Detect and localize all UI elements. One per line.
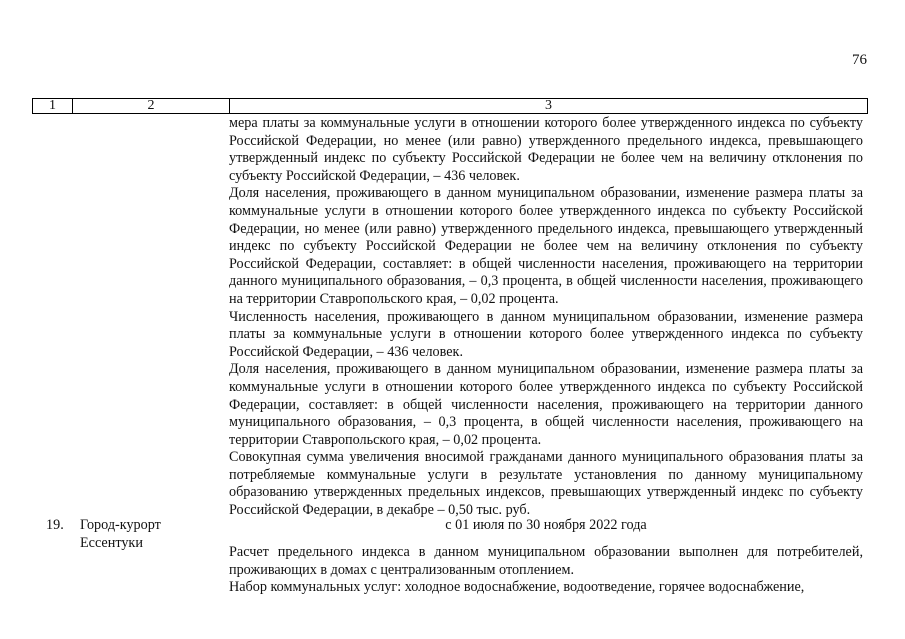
column-header-1: 1 <box>33 99 73 113</box>
column-header-3: 3 <box>545 98 552 113</box>
row-19-text <box>229 544 863 597</box>
row-number: 19. <box>46 517 64 533</box>
paragraph-2: Доля населения, проживающего в данном муниципальном образовании, изменение размера платы за коммунальные услуги в отношении которого более утвержденного индекса по субъекту Российской Федерации, но менее (или равно) утвержденного предельного индекса, превышающего утвержденный индекс по субъекту Российской Федерации не более чем на величину отклонения по субъекту Российской Федерации, составляет: в общей численности населения, проживающего на территории данного муниципального образования, – 0,3 процента, в общей численности населения, проживающего на территории Ставропольского края, – 0,02 процента. <box>229 185 863 307</box>
continued-row-text <box>229 115 863 520</box>
municipality-name: Город-курорт Ессентуки <box>80 517 161 551</box>
period-heading: с 01 июля по 30 ноября 2022 года <box>445 517 647 533</box>
page-number: 76 <box>852 52 867 68</box>
paragraph-5: Совокупная сумма увеличения вносимой гражданами данного муниципального образования платы за потребляемые коммунальные услуги в результате установления по данному муниципальному образованию утвержденных предельных индексов, превышающих утвержденный индекс по субъекту Российской Федерации, в декабре – 0,50 тыс. руб. <box>229 449 863 519</box>
paragraph-3: Численность населения, проживающего в данном муниципальном образовании, изменение размера платы за коммунальные услуги в отношении которого более утвержденного индекса по субъекту Российской Федерации, – 436 человек. <box>229 308 863 360</box>
paragraph-services: Набор коммунальных услуг: холодное водоснабжение, водоотведение, горячее водоснабжение, <box>229 579 805 596</box>
paragraph-1: мера платы за коммунальные услуги в отношении которого более утвержденного индекса по субъекту Российской Федерации, но менее (или равно) утвержденного предельного индекса, превышающего утвержденный индекс по субъекту Российской Федерации не более чем на величину отклонения по субъекту Российской Федерации, – 436 человек. <box>229 115 863 184</box>
column-header-2: 2 <box>73 99 230 113</box>
table-header-row <box>32 98 868 114</box>
paragraph-calculation: Расчет предельного индекса в данном муниципальном образовании выполнен для потребителей, проживающих в домах с централизованным отоплением. <box>229 544 863 578</box>
paragraph-4: Доля населения, проживающего в данном муниципальном образовании, изменение размера платы за коммунальные услуги в отношении которого более утвержденного индекса по субъекту Российской Федерации, составляет: в общей численности населения, проживающего на территории данного муниципального образования, – 0,3 процента, в общей численности населения, проживающего на территории Ставропольского края, – 0,02 процента. <box>229 361 863 448</box>
